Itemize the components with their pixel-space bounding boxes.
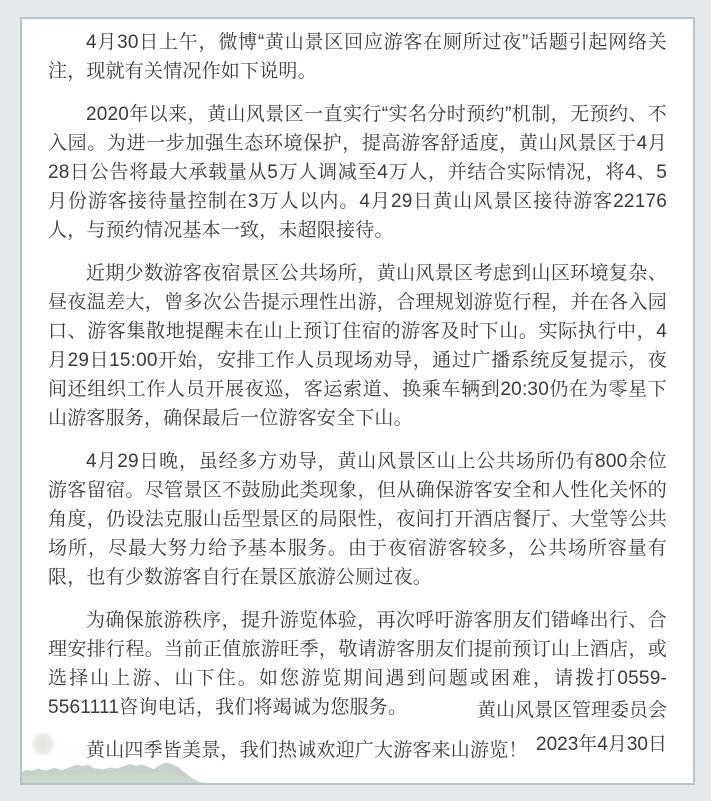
paragraph-welcome: 黄山四季皆美景，我们热诚欢迎广大游客来山游览！ bbox=[86, 740, 528, 761]
watermark-mountain-ridge bbox=[22, 763, 204, 784]
announcement-card bbox=[20, 17, 695, 785]
paragraph-advice-hotline: 为确保旅游秩序，提升游览体验，再次呼吁游客朋友们错峰出行、合理安排行程。当前正值旅游旺季，敬请游客朋友们提前预订山上酒店，或选择山上游、山下住。如您游览期间遇到问题或困难，请拨打0559-5561111咨询电话，我们将竭诚为您服务。 bbox=[48, 610, 667, 718]
paragraph-intro: 4月30日上午，微博“黄山景区回应游客在厕所过夜”话题引起网络关注，现就有关情况作如下说明。 bbox=[48, 32, 667, 82]
watermark-mountain-wash bbox=[22, 772, 204, 783]
paragraph-reservation-policy: 2020年以来，黄山风景区一直实行“实名分时预约”机制，无预约、不入园。为进一步加强生态环境保护，提高游客舒适度，黄山风景区于4月28日公告将最大承载量从5万人调减至4万人，并结合实际情况，将4、5月份游客接待量控制在3万人以内。4月29日黄山风景区接待游客22176人，与预约情况基本一致，未超限接待。 bbox=[48, 104, 667, 241]
paragraph-night-measures: 近期少数游客夜宿景区公共场所，黄山风景区考虑到山区环境复杂、昼夜温差大，曾多次公告提示理性出游，合理规划游览行程，并在各入园口、游客集散地提醒未在山上预订住宿的游客及时下山。实际执行中，4月29日15:00开始，安排工作人员现场劝导，通过广播系统反复提示，夜间还组织工作人员开展夜巡，客运索道、换乘车辆到20:30仍在为零星下山游客服务，确保最后一位游客安全下山。 bbox=[48, 263, 667, 429]
signature-date: 2023年4月30日 bbox=[536, 734, 667, 755]
signature-organization: 黄山风景区管理委员会 bbox=[476, 700, 667, 721]
paragraph-overnight-visitors: 4月29日晚，虽经多方劝导，黄山风景区山上公共场所仍有800余位游客留宿。尽管景区不鼓励此类现象，但从确保游客安全和人性化关怀的角度，仍设法克服山岳型景区的局限性，夜间打开酒店餐厅、大堂等公共场所，尽最大努力给予基本服务。由于夜宿游客较多，公共场所容量有限，也有少数游客自行在景区旅游公厕过夜。 bbox=[48, 451, 667, 588]
signature-block bbox=[477, 694, 667, 762]
